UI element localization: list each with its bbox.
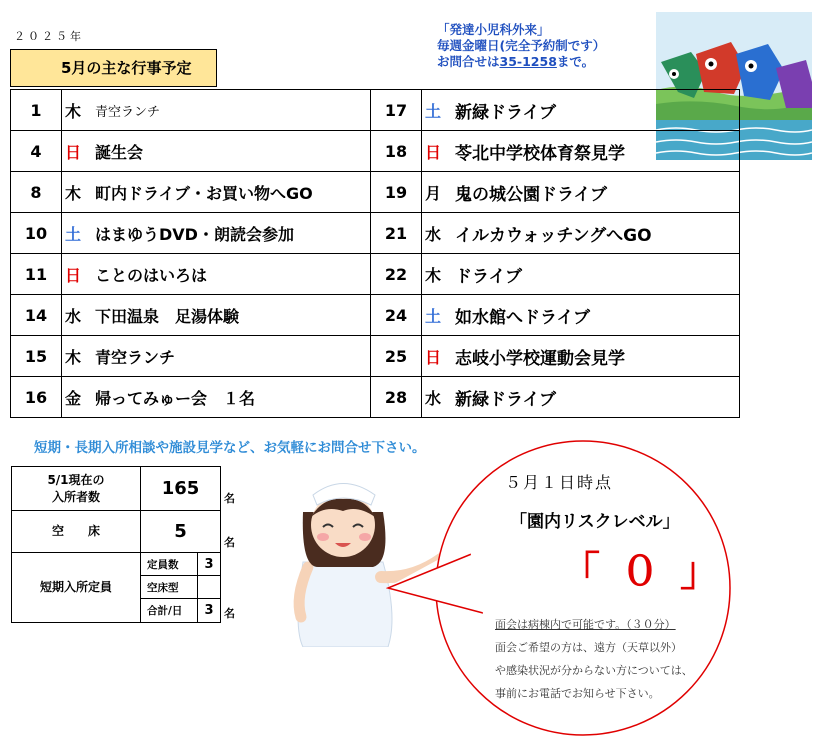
event-weekday: 日 <box>422 131 454 172</box>
event-name: 志岐小学校運動会見学 <box>453 336 740 377</box>
event-weekday: 土 <box>422 90 454 131</box>
event-day: 14 <box>11 295 62 336</box>
event-weekday: 木 <box>62 90 94 131</box>
beds-value: 5 <box>141 511 221 553</box>
event-schedule-table <box>10 89 740 418</box>
event-name: 新緑ドライブ <box>453 377 740 418</box>
event-weekday: 木 <box>422 254 454 295</box>
event-day: 4 <box>11 131 62 172</box>
short-stay-label: 短期入所定員 <box>12 553 141 623</box>
schedule-row <box>11 131 740 172</box>
capacity-label: 定員数 <box>141 553 198 576</box>
info-line-3 <box>437 54 605 70</box>
info-line-2: 毎週金曜日(完全予約制です） <box>437 38 606 53</box>
schedule-row <box>11 172 740 213</box>
info-prefix: お問合せは <box>437 54 500 69</box>
risk-level-number: ０ <box>620 549 660 595</box>
event-day: 8 <box>11 172 62 213</box>
event-weekday: 土 <box>422 295 454 336</box>
bracket-open: 「 <box>560 549 600 595</box>
schedule-row <box>11 254 740 295</box>
phone-number[interactable]: 35-1258 <box>499 54 557 69</box>
outpatient-info <box>437 22 605 70</box>
occupancy-table <box>11 466 221 623</box>
bedtype-value <box>198 576 221 599</box>
event-weekday: 土 <box>62 213 94 254</box>
beds-label: 空 床 <box>12 511 141 553</box>
event-day: 24 <box>371 295 422 336</box>
schedule-row <box>11 336 740 377</box>
risk-level-value <box>560 540 720 597</box>
bracket-close: 」 <box>680 549 720 595</box>
total-label: 合計/日 <box>141 599 198 623</box>
page-title: 5月の主な行事予定 <box>10 49 217 87</box>
event-name: 如水館へドライブ <box>453 295 740 336</box>
residents-label-line2: 入所者数 <box>51 489 100 504</box>
event-day: 25 <box>371 336 422 377</box>
residents-value: 165 <box>141 467 221 511</box>
visit-line-3: や感染状況が分からない方については、 <box>495 664 693 677</box>
event-weekday: 木 <box>62 172 94 213</box>
info-line-1: 「発達小児科外来」 <box>437 22 550 37</box>
event-weekday: 月 <box>422 172 454 213</box>
schedule-row <box>11 90 740 131</box>
visitation-info <box>495 613 693 705</box>
event-day: 15 <box>11 336 62 377</box>
event-name: はまゆうDVD・朗読会参加 <box>93 213 371 254</box>
event-day: 16 <box>11 377 62 418</box>
event-weekday: 日 <box>62 254 94 295</box>
risk-level-title: 「園内リスクレベル」 <box>510 512 680 532</box>
event-day: 19 <box>371 172 422 213</box>
event-weekday: 日 <box>422 336 454 377</box>
beds-unit: 名 <box>224 536 235 549</box>
event-name: 町内ドライブ・お買い物へGO <box>93 172 371 213</box>
total-unit: 名 <box>224 607 235 620</box>
event-day: 22 <box>371 254 422 295</box>
event-weekday: 金 <box>62 377 94 418</box>
event-weekday: 水 <box>422 213 454 254</box>
event-day: 11 <box>11 254 62 295</box>
bedtype-label: 空床型 <box>141 576 198 599</box>
event-name: 青空ランチ <box>93 90 371 131</box>
event-name: 誕生会 <box>93 131 371 172</box>
event-weekday: 水 <box>62 295 94 336</box>
schedule-row <box>11 377 740 418</box>
event-name: イルカウォッチングへGO <box>453 213 740 254</box>
residents-label-line1: 5/1現在の <box>47 472 105 487</box>
event-day: 18 <box>371 131 422 172</box>
event-name: 苓北中学校体育祭見学 <box>453 131 740 172</box>
schedule-row <box>11 213 740 254</box>
schedule-row <box>11 295 740 336</box>
residents-unit: 名 <box>224 492 235 505</box>
event-day: 10 <box>11 213 62 254</box>
visit-line-1: 面会は病棟内で可能です。（３０分） <box>495 618 676 631</box>
visit-line-2: 面会ご希望の方は、遠方（天草以外） <box>495 641 682 654</box>
info-suffix: まで。 <box>556 54 595 69</box>
event-weekday: 水 <box>422 377 454 418</box>
event-weekday: 木 <box>62 336 94 377</box>
event-name: 下田温泉 足湯体験 <box>93 295 371 336</box>
event-name: 鬼の城公園ドライブ <box>453 172 740 213</box>
event-day: 28 <box>371 377 422 418</box>
event-name: ドライブ <box>453 254 740 295</box>
event-name: ことのはいろは <box>93 254 371 295</box>
event-name: 新緑ドライブ <box>453 90 740 131</box>
visit-line-4: 事前にお電話でお知らせ下さい。 <box>495 687 660 700</box>
inquiry-notice: 短期・長期入所相談や施設見学など、お気軽にお問合せ下さい。 <box>34 440 426 456</box>
event-day: 1 <box>11 90 62 131</box>
total-value: 3 <box>198 599 221 623</box>
event-name: 帰ってみゅー会 １名 <box>93 377 371 418</box>
residents-label <box>12 467 141 511</box>
event-name: 青空ランチ <box>93 336 371 377</box>
event-day: 17 <box>371 90 422 131</box>
risk-timestamp: ５月１日時点 <box>505 473 614 492</box>
event-day: 21 <box>371 213 422 254</box>
event-weekday: 日 <box>62 131 94 172</box>
year-label: ２０２５年 <box>14 30 84 43</box>
capacity-value: 3 <box>198 553 221 576</box>
